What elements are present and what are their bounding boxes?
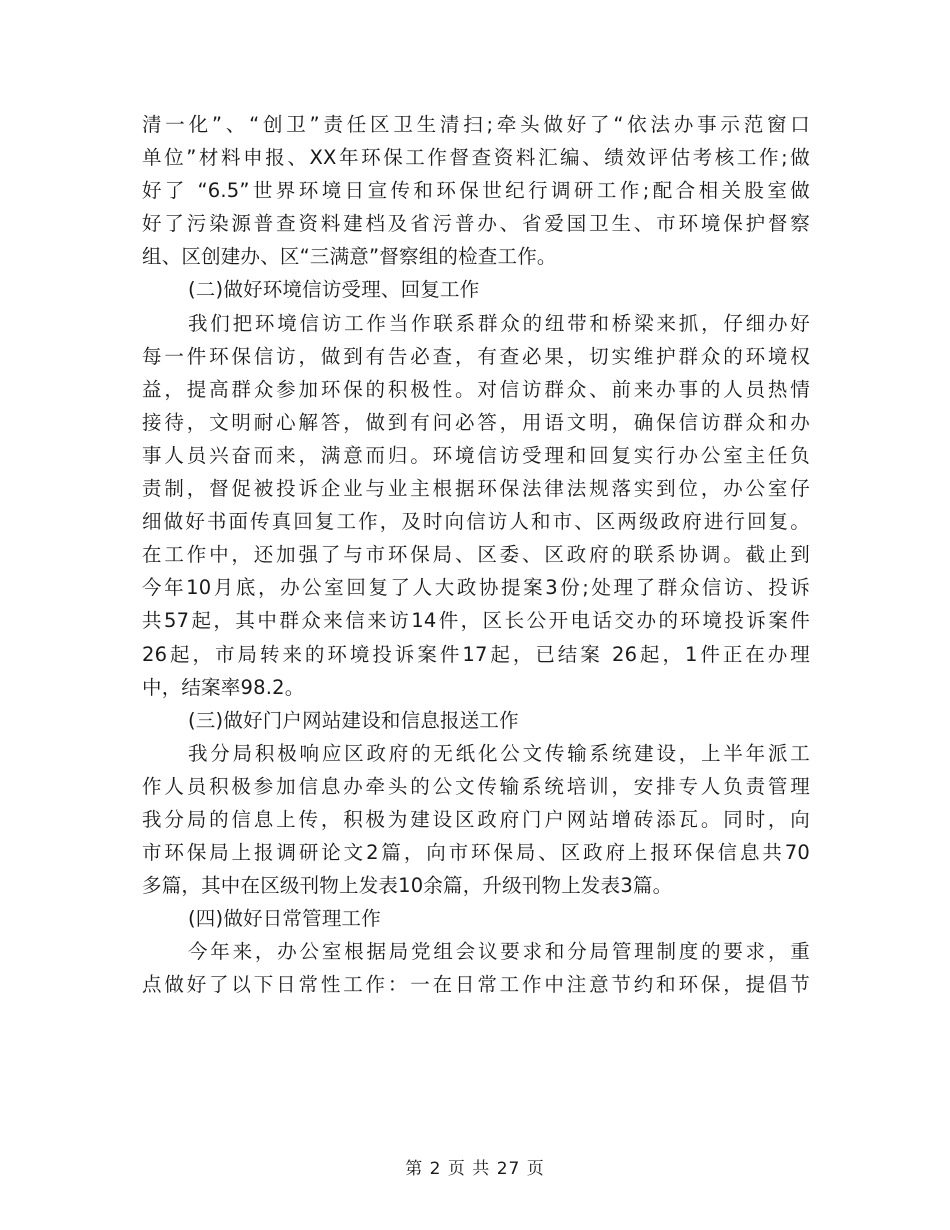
paragraph-line: 我分局积极响应区政府的无纸化公文传输系统建设，上半年派工	[188, 741, 810, 765]
paragraph-line: 单位”材料申报、XX年环保工作督查资料汇编、绩效评估考核工作;做	[142, 146, 810, 170]
paragraph-line: 好了污染源普查资料建档及省污普办、省爱国卫生、市环境保护督察	[142, 212, 810, 236]
paragraph-line: 接待，文明耐心解答，做到有问必答，用语文明，确保信访群众和办	[142, 410, 810, 434]
document-body	[142, 108, 810, 1002]
paragraph-line: 26起，市局转来的环境投诉案件17起，已结案 26起，1件正在办理	[142, 642, 810, 666]
paragraph-line: 责制，督促被投诉企业与业主根据环保法律法规落实到位，办公室仔	[142, 477, 810, 501]
paragraph-line: 细做好书面传真回复工作，及时向信访人和市、区两级政府进行回复。	[142, 510, 810, 534]
paragraph-line: 市环保局上报调研论文2篇，向市环保局、区政府上报环保信息共70	[142, 841, 810, 865]
paragraph-line: 组、区创建办、区“三满意”督察组的检查工作。	[142, 245, 557, 269]
paragraph-line: 今年来，办公室根据局党组会议要求和分局管理制度的要求，重	[188, 940, 810, 964]
section-heading: (三)做好门户网站建设和信息报送工作	[188, 708, 519, 732]
section-heading: (二)做好环境信访受理、回复工作	[188, 278, 480, 302]
page-number-footer: 第 2 页 共 27 页	[405, 1159, 545, 1179]
paragraph-line: 多篇，其中在区级刊物上发表10余篇，升级刊物上发表3篇。	[142, 874, 673, 898]
paragraph-line: 在工作中，还加强了与市环保局、区委、区政府的联系协调。截止到	[142, 543, 810, 567]
paragraph-line: 作人员积极参加信息办牵头的公文传输系统培训，安排专人负责管理	[142, 774, 810, 798]
paragraph-line: 每一件环保信访，做到有告必查，有查必果，切实维护群众的环境权	[142, 344, 810, 368]
paragraph-line: 清一化”、“创卫”责任区卫生清扫;牵头做好了“依法办事示范窗口	[142, 113, 810, 136]
paragraph-line: 中，结案率98.2。	[142, 675, 305, 699]
paragraph-line: 事人员兴奋而来，满意而归。环境信访受理和回复实行办公室主任负	[142, 443, 810, 467]
paragraph-line: 益，提高群众参加环保的积极性。对信访群众、前来办事的人员热情	[142, 377, 810, 401]
paragraph-line: 我分局的信息上传，积极为建设区政府门户网站增砖添瓦。同时，向	[142, 807, 810, 831]
paragraph-line: 点做好了以下日常性工作：一在日常工作中注意节约和环保，提倡节	[142, 973, 810, 997]
paragraph-line: 好了 “6.5”世界环境日宣传和环保世纪行调研工作;配合相关股室做	[142, 179, 810, 203]
paragraph-line: 共57起，其中群众来信来访14件，区长公开电话交办的环境投诉案件	[142, 609, 810, 633]
section-heading: (四)做好日常管理工作	[188, 907, 381, 931]
paragraph-line: 今年10月底，办公室回复了人大政协提案3份;处理了群众信访、投诉	[142, 576, 810, 600]
paragraph-line: 我们把环境信访工作当作联系群众的纽带和桥梁来抓，仔细办好	[188, 311, 810, 335]
